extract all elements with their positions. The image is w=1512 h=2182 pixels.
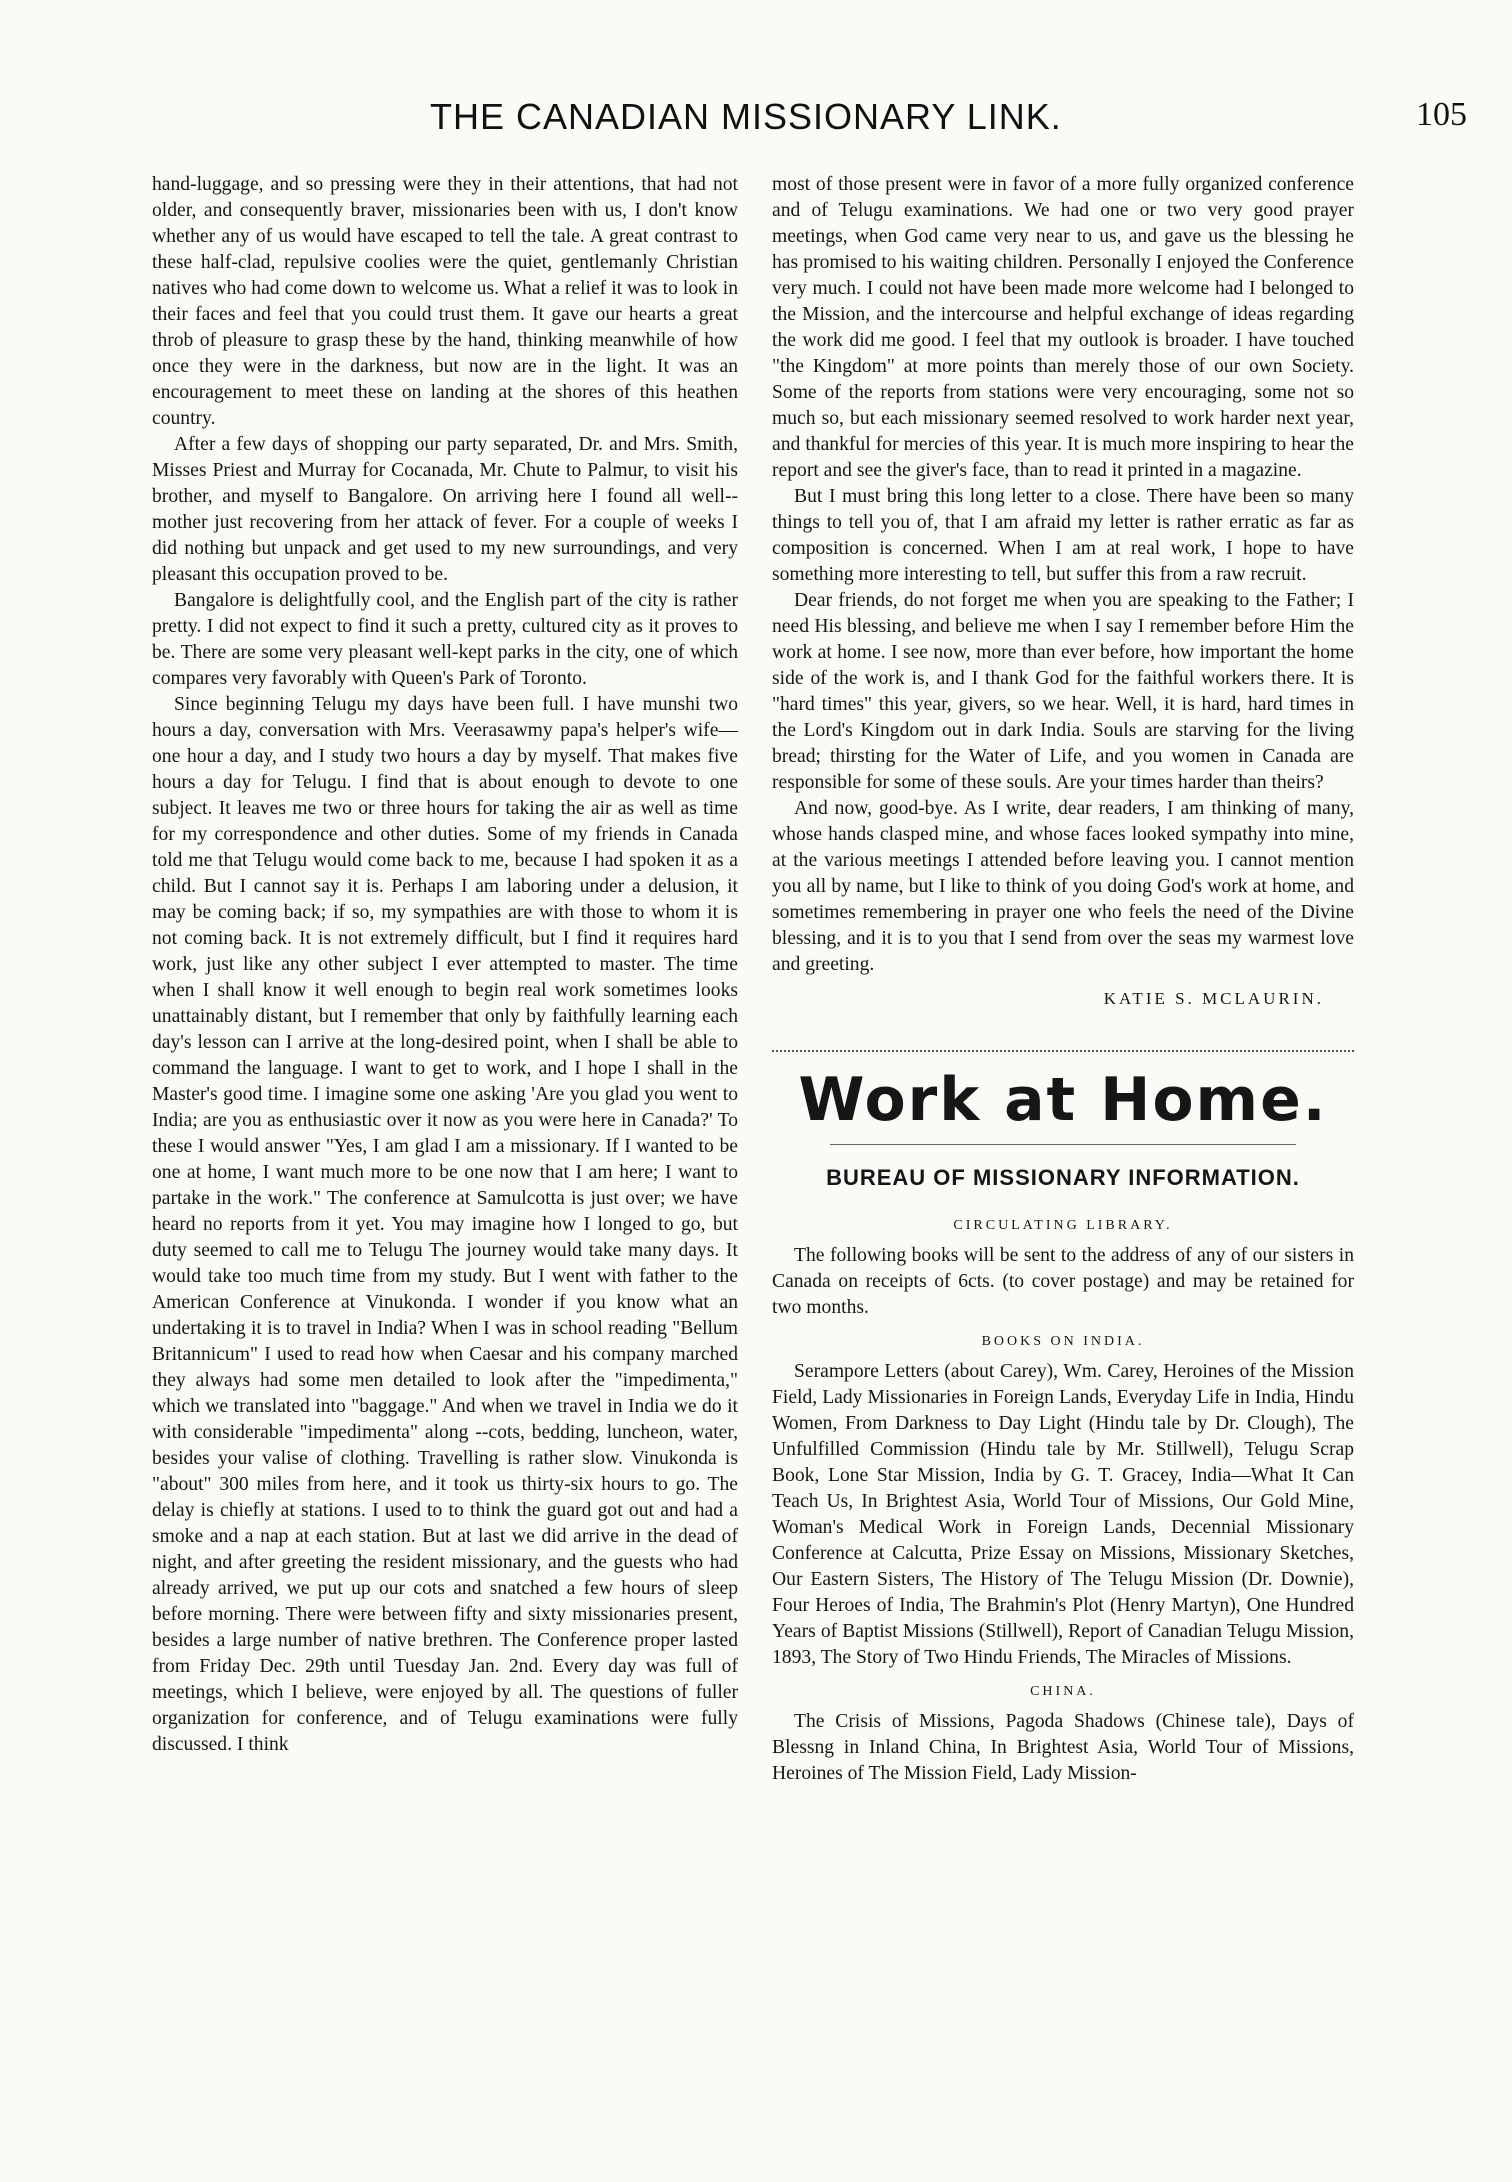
section-divider xyxy=(772,1050,1354,1052)
bureau-heading: BUREAU OF MISSIONARY INFORMATION. xyxy=(826,1165,1300,1190)
paragraph: most of those present were in favor of a more fully organized conference and of Telugu examinations. We had one or two very good prayer meetings, when God came very near to us, and gave us the blessing he has promised to his waiting children. Personally I enjoyed the Conference very much. I could not have been made more welcome had I belonged to the Mission, and the intercourse and helpful exchange of ideas regarding the work did me good. I feel that my outlook is broader. I have touched "the Kingdom" at more points than merely those of our own Society. Some of the reports from stations were very encouraging, some not so much so, but each missionary seemed resolved to work harder next year, and thankful for mercies of this year. It is much more inspiring to hear the report and see the giver's face, than to read it printed in a magazine. xyxy=(772,174,1354,481)
page-header xyxy=(0,0,1512,170)
heading-rule xyxy=(830,1144,1296,1145)
china-books-heading: CHINA. xyxy=(1030,1684,1096,1699)
author-signature: KATIE S. MCLAURIN. xyxy=(1103,989,1324,1008)
paragraph: hand-luggage, and so pressing were they in their attentions, that had not older, and consequently braver, missionaries been with us, I don't know whether any of us would have escaped to tell the tale. A great contrast to these half-clad, repulsive coolies were the quiet, gentlemanly Christian natives who had come down to welcome us. What a relief it was to look in their faces and feel that you could trust them. It gave our hearts a great throb of pleasure to grasp these by the hand, thinking meanwhile of how once they were in the darkness, but now are in the light. It was an encouragement to meet these on landing at the shores of this heathen country. xyxy=(152,174,738,429)
library-heading: CIRCULATING LIBRARY. xyxy=(953,1218,1173,1233)
page-number: 105 xyxy=(1416,96,1467,133)
right-column xyxy=(772,172,1354,2132)
paragraph: Bangalore is delightfully cool, and the English part of the city is rather pretty. I did not expect to find it such a pretty, cultured city as it proves to be. There are some very pleasant well-kept parks in the city, one of which compares very favorably with Queen's Park of Toronto. xyxy=(152,590,738,689)
paragraph: But I must bring this long letter to a close. There have been so many things to tell you of, that I am afraid my letter is rather erratic as far as composition is concerned. When I am at real work, I hope to have something more interesting to tell, but suffer this from a raw recruit. xyxy=(772,486,1354,585)
left-column xyxy=(152,172,738,2132)
paragraph: Dear friends, do not forget me when you are speaking to the Father; I need His blessing, and believe me when I say I remember before Him the work at home. I see now, more than ever before, how important the home side of the work is, and I thank God for the faithful workers there. It is "hard times" this year, givers, so we hear. Well, it is hard, hard times in the Lord's Kingdom out in dark India. Souls are starving for the living bread; thirsting for the Water of Life, and you women in Canada are responsible for some of these souls. Are your times harder than theirs? xyxy=(772,590,1354,793)
journal-title: THE CANADIAN MISSIONARY LINK. xyxy=(430,96,1062,137)
india-books-heading: BOOKS ON INDIA. xyxy=(981,1334,1145,1349)
section-heading: Work at Home. xyxy=(798,1065,1328,1135)
paragraph: Since beginning Telugu my days have been full. I have munshi two hours a day, conversation with Mrs. Veerasawmy papa's helper's wife—one hour a day, and I study two hours a day by myself. That makes five hours a day for Telugu. I find that is about enough to devote to one subject. It leaves me two or three hours for taking the air as well as time for my correspondence and other duties. Some of my friends in Canada told me that Telugu would come back to me, because I had spoken it as a child. But I cannot say it is. Perhaps I am laboring under a delusion, it may be coming back; if so, my sympathies are with those to whom it is not coming back. It is not extremely difficult, but I find it requires hard work, just like any other subject I ever attempted to master. The time when I shall know it well enough to begin real work sometimes looks unattainably distant, but I remember that only by faithfully learning each day's lesson can I arrive at the long-desired point, when I shall be able to command the language. I want to get to work, and I hope I shall in the Master's good time. I imagine some one asking 'Are you glad you went to India; are you as enthusiastic over it now as you were here in Canada?' To these I would answer "Yes, I am glad I am a missionary. If I wanted to be one at home, I want much more to be one now that I am here; I want to partake in the work." The conference at Samulcotta is just over; we have heard no reports from it yet. You may imagine how I longed to go, but duty seemed to call me to Telugu The journey would take many days. It would take too much time from my study. But I went with father to the American Conference at Vinukonda. I wonder if you know what an undertaking it is to travel in India? When I was in school reading "Bellum Britannicum" I used to read how when Caesar and his company marched they always had some men detailed to look after the "impedimenta," which we translated into "baggage." And when we travel in India we do it with considerable "impedimenta" along --cots, bedding, luncheon, water, besides your valise of clothing. Travelling is rather slow. Vinukonda is "about" 300 miles from here, and it took us thirty-six hours to go. The delay is chiefly at stations. I used to to think the guard got out and had a smoke and a nap at each station. But at last we did arrive in the dead of night, and after greeting the resident missionary, and the guests who had already arrived, we put up our cots and snatched a few hours of sleep before morning. There were between fifty and sixty missionaries present, besides a large number of native brethren. The Conference proper lasted from Friday Dec. 29th until Tuesday Jan. 2nd. Every day was full of meetings, which I believe, were enjoyed by all. The questions of fuller organization for conference, and of Telugu examinations were fully discussed. I think xyxy=(152,694,738,1755)
library-intro: The following books will be sent to the address of any of our sisters in Canada on receipts of 6cts. (to cover postage) and may be retained for two months. xyxy=(772,1245,1354,1318)
india-books-list: Serampore Letters (about Carey), Wm. Carey, Heroines of the Mission Field, Lady Missionaries in Foreign Lands, Everyday Life in India, Hindu Women, From Darkness to Day Light (Hindu tale by Dr. Clough), The Unfulfilled Commission (Hindu tale by Mr. Stillwell), Telugu Scrap Book, Lone Star Mission, India by G. T. Gracey, India—What It Can Teach Us, In Brightest Asia, World Tour of Missions, Our Gold Mine, Woman's Medical Work in Foreign Lands, Decennial Missionary Conference at Calcutta, Prize Essay on Missions, Missionary Sketches, Our Eastern Sisters, The History of The Telugu Mission (Dr. Downie), Four Heroes of India, The Brahmin's Plot (Henry Martyn), One Hundred Years of Baptist Missions (Stillwell), Report of Canadian Telugu Mission, 1893, The Story of Two Hindu Friends, The Miracles of Missions. xyxy=(772,1361,1354,1668)
china-books-list: The Crisis of Missions, Pagoda Shadows (Chinese tale), Days of Blessng in Inland China, In Brightest Asia, World Tour of Missions, Heroines of The Mission Field, Lady Mission- xyxy=(772,1711,1354,1784)
paragraph: And now, good-bye. As I write, dear readers, I am thinking of many, whose hands clasped mine, and whose faces looked sympathy into mine, at the various meetings I attended before leaving you. I cannot mention you all by name, but I like to think of you doing God's work at home, and sometimes remembering in prayer one who feels the need of the Divine blessing, and it is to you that I send from over the seas my warmest love and greeting. xyxy=(772,798,1354,975)
paragraph: After a few days of shopping our party separated, Dr. and Mrs. Smith, Misses Priest and Murray for Cocanada, Mr. Chute to Palmur, to visit his brother, and myself to Bangalore. On arriving here I found all well--mother just recovering from her attack of fever. For a couple of weeks I did nothing but unpack and get used to my new surroundings, and very pleasant this occupation proved to be. xyxy=(152,434,738,585)
